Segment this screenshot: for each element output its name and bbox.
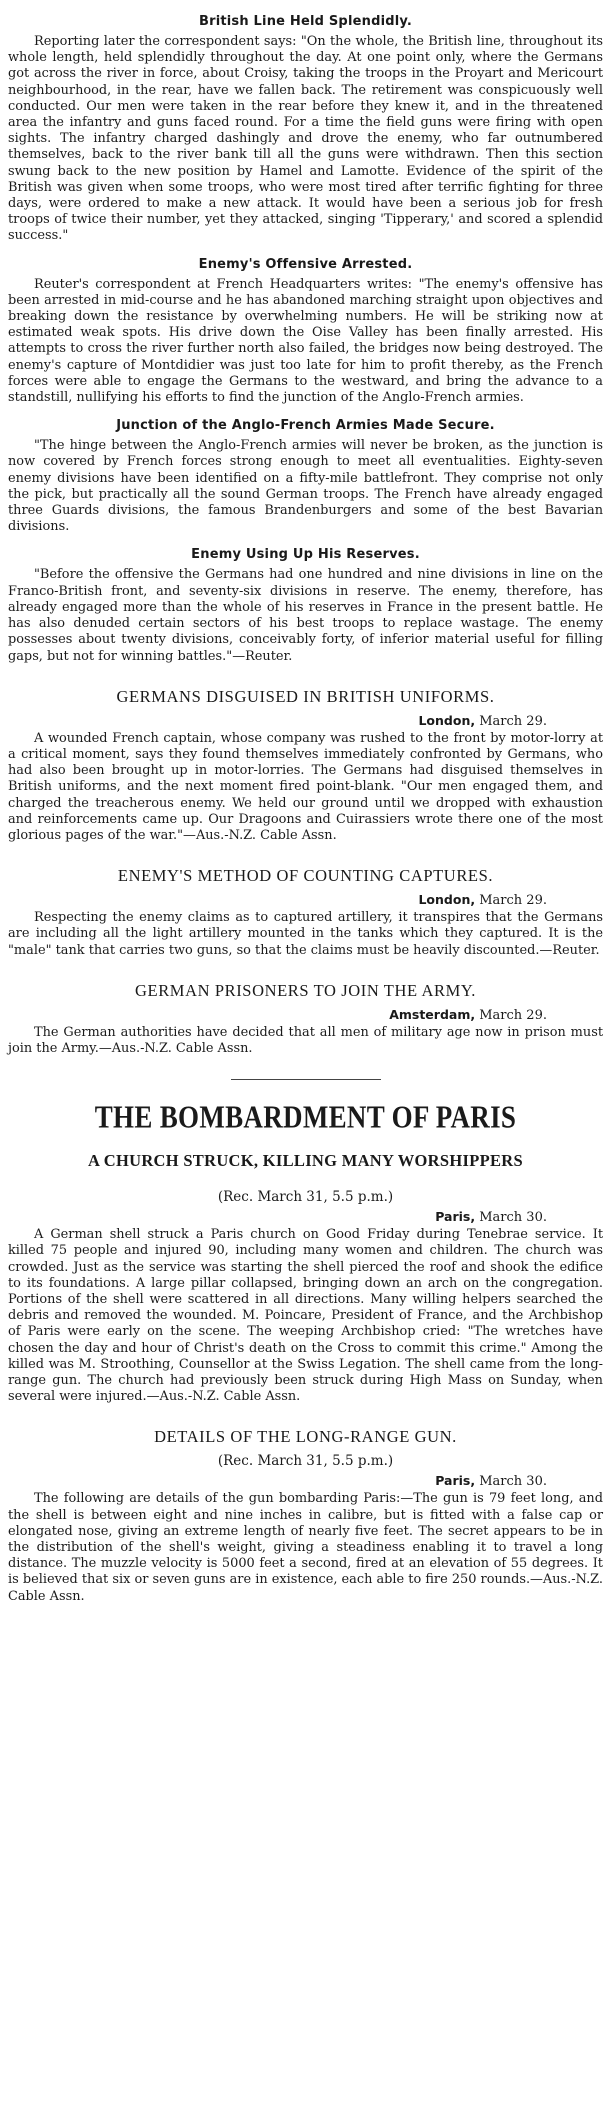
dateline-date: March 29.	[479, 893, 547, 909]
paragraph: Reporting later the correspondent says: "On the whole, the British line, throughout its whole length, held splendidly throughout the day. At one point only, where the Germans got across the river in force, about Croisy, taking the troops in the Proyart and Mericourt neighbourhood, in the rear, have we fallen back. The retirement was conspicuously well conducted. Our men were taken in the rear before they knew it, and in the threatened area the infantry and guns faced round. For a time the field guns were firing with open sights. The infantry charged dashingly and drove the enemy, who far outnumbered themselves, back to the river bank till all the guns were withdrawn. Then this section swung back to the new position by Hamel and Lamotte. Evidence of the spirit of the British was given when some troops, who were most tired after terrific fighting for three days, were ordered to make a new attack. It would have been a serious job for fresh troops of twice their number, yet they attacked, singing 'Tipperary,' and scored a splendid success."	[8, 34, 603, 244]
dateline-place: Paris,	[435, 1473, 476, 1489]
section-heading: Enemy's Offensive Arrested.	[198, 256, 413, 272]
article-headline: GERMAN PRISONERS TO JOIN THE ARMY.	[135, 980, 476, 1000]
section-british-line	[8, 14, 603, 245]
dateline-place: Amsterdam,	[389, 1006, 476, 1022]
received-note: (Rec. March 31, 5.5 p.m.)	[217, 1189, 394, 1206]
dateline-place: Paris,	[435, 1209, 476, 1225]
paragraph: "The hinge between the Anglo-French armies will never be broken, as the junction is now covered by French forces strong enough to meet all eventualities. Eighty-seven enemy divisions have been identified on a fifty-mile battlefront. They comprise not only the pick, but practically all the sound German troops. The French have already engaged three Guards divisions, the famous Brandenburgers and some of the best Bavarian divisions.	[8, 438, 603, 535]
article-long-range-gun	[8, 1427, 603, 1604]
dateline-place: London,	[418, 892, 476, 908]
paragraph: "Before the offensive the Germans had one hundred and nine divisions in line on the Franco-British front, and seventy-six divisions in reserve. The enemy, therefore, has already engaged more than the whole of his reserves in France in the present battle. He has also denuded certain sectors of his best troops to replace wastage. The enemy possesses about twenty divisions, conceivably forty, of inferior material useful for filling gaps, but not for winning battles."—Reuter.	[8, 567, 603, 664]
main-headline: THE BOMBARDMENT OF PARIS	[94, 1099, 517, 1135]
article-body: A German shell struck a Paris church on Good Friday during Tenebrae service. It killed 75 people and injured 90, including many women and children. The church was crowded. Just as the service was starting the shell pierced the roof and shook the edifice to its foundations. A large pillar collapsed, bringing down an arch on the congregation. Portions of the shell were scattered in all directions. Many willing helpers searched the debris and removed the wounded. M. Poincare, President of France, and the Archbishop of Paris were early on the scene. The weeping Archbishop cried: "The wretches have chosen the day and hour of Christ's death on the Cross to commit this crime." Among the killed was M. Stroothing, Counsellor at the Swiss Legation. The shell came from the long-range gun. The church had previously been struck during High Mass on Sunday, when several were injured.—Aus.-N.Z. Cable Assn.	[8, 1227, 603, 1405]
article-bombardment	[8, 1099, 603, 1405]
dateline-date: March 30.	[479, 1210, 547, 1226]
article-prisoners	[8, 981, 603, 1057]
article-body: A wounded French captain, whose company was rushed to the front by motor-lorry at a critical moment, says they found themselves immediately confronted by Germans, who had also been brought up in motor-lorries. The Germans had disguised themselves in British uniforms, and the next moment fired point-blank. "Our men engaged them, and charged the treacherous enemy. We held our ground until we dropped with exhaustion and reinforcements came up. Our Dragoons and Cuirassiers wrote there one of the most glorious pages of the war."—Aus.-N.Z. Cable Assn.	[8, 730, 603, 843]
article-headline: ENEMY'S METHOD OF COUNTING CAPTURES.	[117, 866, 494, 886]
dateline-date: March 29.	[479, 713, 547, 729]
dateline	[8, 1473, 603, 1489]
article-body: Respecting the enemy claims as to captured artillery, it transpires that the Germans are including all the light artillery mounted in the tanks which they captured. It is the "male" tank that carries two guns, so that the claims must be heavily discounted.—Reuter.	[8, 910, 603, 958]
paragraph: Reuter's correspondent at French Headquarters writes: "The enemy's offensive has been arrested in mid-course and he has abandoned marching straight upon objectives and breaking down the resistance by overwhelming numbers. He will be striking now at estimated weak spots. His drive down the Oise Valley has been finally arrested. His attempts to cross the river further north also failed, the bridges now being destroyed. The enemy's capture of Montdidier was just too late for him to profit thereby, as the French forces were able to engage the Germans to the westward, and bring the advance to a standstill, nullifying his efforts to find the junction of the Anglo-French armies.	[8, 276, 603, 406]
section-heading: British Line Held Splendidly.	[198, 14, 413, 29]
dateline-date: March 30.	[479, 1474, 547, 1490]
section-offensive-arrested	[8, 257, 603, 407]
article-disguised	[8, 687, 603, 844]
dateline-date: March 29.	[479, 1007, 547, 1023]
dateline	[8, 892, 603, 908]
received-note: (Rec. March 31, 5.5 p.m.)	[217, 1453, 394, 1470]
article-body: The following are details of the gun bombarding Paris:—The gun is 79 feet long, and the shell is between eight and nine inches in calibre, but is fitted with a false cap or elongated nose, giving an extreme length of nearly five feet. The secret appears to be in the distribution of the shell's weight, giving a steadiness enabling it to travel a long distance. The muzzle velocity is 5000 feet a second, fired at an elevation of 55 degrees. It is believed that six or seven guns are in existence, each able to fire 250 rounds.—Aus.-N.Z. Cable Assn.	[8, 1491, 603, 1604]
article-captures	[8, 866, 603, 959]
section-heading: Enemy Using Up His Reserves.	[191, 547, 420, 563]
article-headline: DETAILS OF THE LONG-RANGE GUN.	[154, 1427, 457, 1447]
dateline	[8, 1209, 603, 1225]
article-body: The German authorities have decided that all men of military age now in prison must join the Army.—Aus.-N.Z. Cable Assn.	[8, 1024, 603, 1056]
section-junction-secure	[8, 418, 603, 535]
sub-headline: A CHURCH STRUCK, KILLING MANY WORSHIPPERS	[88, 1151, 523, 1171]
dateline	[8, 1007, 603, 1023]
dateline	[8, 713, 603, 729]
section-heading: Junction of the Anglo-French Armies Made Secure.	[116, 418, 495, 434]
section-reserves	[8, 547, 603, 664]
dateline-place: London,	[418, 712, 476, 728]
article-headline: GERMANS DISGUISED IN BRITISH UNIFORMS.	[116, 686, 495, 706]
